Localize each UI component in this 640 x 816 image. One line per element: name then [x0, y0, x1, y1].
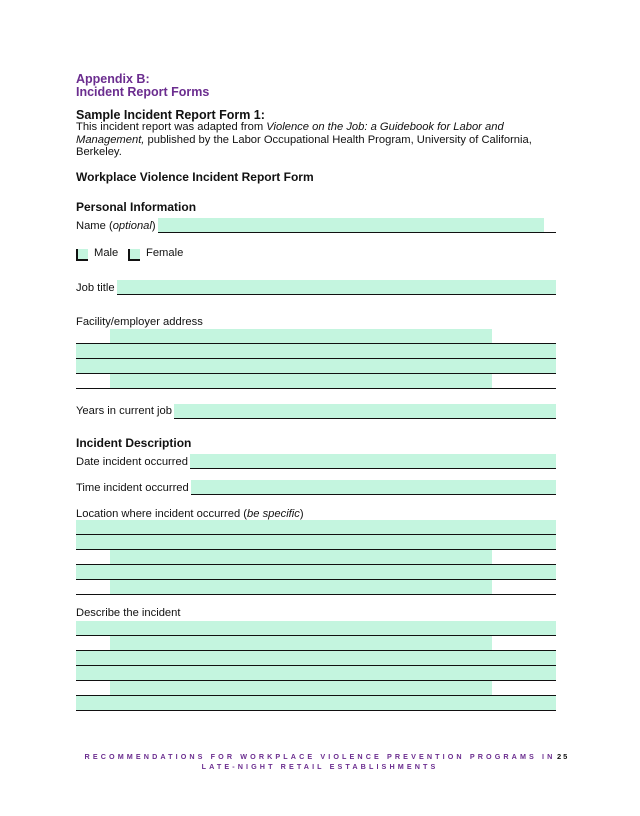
name-label-text: Name ( [76, 220, 113, 232]
describe-line-1[interactable] [76, 621, 556, 636]
male-label: Male [94, 247, 119, 259]
location-label-pre: Location where incident occurred ( [76, 508, 248, 520]
intro-paragraph [76, 121, 556, 159]
running-footer [60, 752, 580, 772]
address-label: Facility/employer address [76, 316, 203, 328]
job-title-field[interactable] [117, 280, 556, 295]
address-line-4[interactable] [76, 374, 556, 389]
intro-italic: Violence on the Job: a Guidebook for Labor and Management, [76, 121, 504, 146]
female-label: Female [146, 247, 184, 259]
describe-line-4[interactable] [76, 666, 556, 681]
time-field[interactable] [191, 480, 556, 495]
footer-line2: LATE-NIGHT RETAIL ESTABLISHMENTS [201, 762, 439, 771]
appendix-title [76, 73, 209, 99]
time-label: Time incident occurred [76, 482, 189, 494]
form-title: Workplace Violence Incident Report Form [76, 170, 314, 184]
footer-line1: RECOMMENDATIONS FOR WORKPLACE VIOLENCE PREVENTION PROGRAMS IN [84, 752, 556, 761]
address-line-2[interactable] [76, 344, 556, 359]
location-label-italic: be specific [247, 508, 300, 520]
appendix-line1: Appendix B: [76, 72, 150, 86]
name-label [76, 220, 156, 232]
address-line-3[interactable] [76, 359, 556, 374]
name-field[interactable] [158, 218, 556, 233]
job-title-label: Job title [76, 282, 115, 294]
years-field[interactable] [174, 404, 556, 419]
describe-line-3[interactable] [76, 651, 556, 666]
location-line-1[interactable] [76, 520, 556, 535]
location-label [76, 508, 304, 520]
years-label: Years in current job [76, 405, 172, 417]
describe-line-6[interactable] [76, 696, 556, 711]
name-optional: optional [112, 220, 152, 232]
intro-pre: This incident report was adapted from [76, 121, 267, 133]
describe-label: Describe the incident [76, 607, 181, 619]
describe-line-2[interactable] [76, 636, 556, 651]
name-label-close: ) [151, 220, 156, 232]
location-line-3[interactable] [76, 550, 556, 565]
location-line-4[interactable] [76, 565, 556, 580]
appendix-line2: Incident Report Forms [76, 85, 210, 99]
location-label-post: ) [299, 508, 304, 520]
page-number: 25 [557, 752, 570, 761]
location-line-5[interactable] [76, 580, 556, 595]
female-checkbox[interactable] [128, 249, 140, 261]
location-line-2[interactable] [76, 535, 556, 550]
incident-heading: Incident Description [76, 436, 192, 450]
personal-info-heading: Personal Information [76, 200, 197, 214]
date-label: Date incident occurred [76, 456, 188, 468]
address-line-1[interactable] [76, 329, 556, 344]
sample-heading: Sample Incident Report Form 1: [76, 108, 265, 122]
male-checkbox[interactable] [76, 249, 88, 261]
describe-line-5[interactable] [76, 681, 556, 696]
intro-post: published by the Labor Occupational Health Program, University of California, Berkeley. [76, 133, 532, 158]
date-field[interactable] [190, 454, 556, 469]
